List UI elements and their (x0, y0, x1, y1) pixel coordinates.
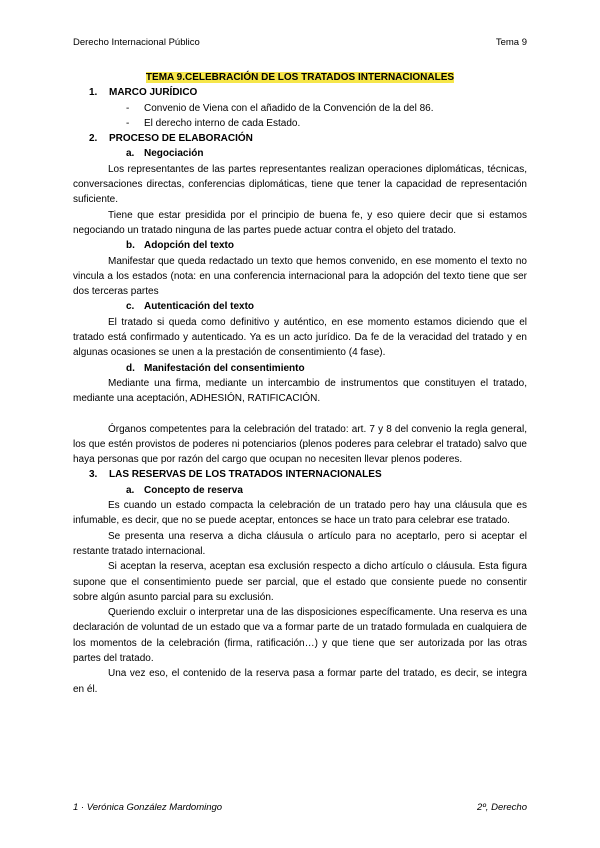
section-heading-proceso-elaboracion (73, 131, 527, 146)
section-heading-reservas (73, 467, 527, 482)
paragraph: Queriendo excluir o interpretar una de las disposiciones específicamente. Una reserva es una declaración de voluntad de un estado que va a formar parte de un tratado formulada en cualquiera de los momentos de la celebración (firma, ratificación…) y que tiene que ser autorizada por las otras partes del tratado. (73, 607, 527, 664)
subsection-title: Manifestación del consentimiento (144, 362, 305, 374)
subsection-title: Negociación (144, 148, 204, 160)
subsection-heading-autenticacion (73, 299, 527, 314)
paragraph: Manifestar que queda redactado un texto que hemos convenido, en ese momento el texto no vincula a los estados (nota: en una conferencia internacional para la adopción del texto tiene que ser dos terceras partes (73, 255, 527, 298)
section-number: 3. (89, 469, 98, 481)
blank-line (73, 407, 527, 422)
bullet-text: El derecho interno de cada Estado. (144, 117, 301, 129)
paragraph: Mediante una firma, mediante un intercambio de instrumentos que constituyen el tratado, mediante una aceptación, ADHESIÓN, RATIFICACIÓN. (73, 377, 527, 405)
bullet-text: Convenio de Viena con el añadido de la Convención de la del 86. (144, 102, 434, 114)
subsection-letter: b. (126, 240, 135, 252)
footer-left: 1 · Verónica González Mardomingo (73, 802, 223, 813)
subsection-letter: d. (126, 362, 135, 374)
paragraph: Si aceptan la reserva, aceptan esa exclusión respecto a dicho artículo o cláusula. Esta figura supone que el consentimiento puede ser parcial, que el estado que consiente puede no consentir sobre algún asunto parcial para su exclusión. (73, 561, 527, 603)
section-title: PROCESO DE ELABORACIÓN (109, 133, 253, 145)
paragraph: El tratado si queda como definitivo y auténtico, en ese momento estamos diciendo que el tratado está confirmado y autenticado. Ya es un acto jurídico. Da fe de la veracidad del tratado y en algunas ocasiones se unen a la prestación de consentimiento (4 fase). (73, 316, 527, 359)
bullet-dash: - (126, 102, 130, 114)
paragraph: Los representantes de las partes representantes realizan operaciones diplomáticas, técnicas, conversaciones directas, conferencias diplomáticas, tiene que tener la capacidad de representación suficiente. (73, 163, 527, 206)
section-heading-marco-juridico (73, 85, 527, 100)
subsection-title: Autenticación del texto (144, 301, 255, 313)
section-number: 2. (89, 133, 98, 145)
header-left: Derecho Internacional Público (73, 37, 200, 48)
subsection-letter: a. (126, 484, 135, 496)
paragraph: Se presenta una reserva a dicha cláusula o artículo para no aceptarlo, pero si aceptar el restante tratado internacional. (73, 530, 527, 557)
subsection-title: Adopción del texto (144, 240, 234, 252)
paragraph: Es cuando un estado compacta la celebración de un tratado pero hay una cláusula que es infumable, es decir, que no se puede aceptar, entonces se hace un trato para celebrar ese tratado. (73, 500, 527, 527)
bullet-item (73, 101, 527, 116)
subsection-letter: a. (126, 148, 135, 160)
subsection-heading-negociacion (73, 146, 527, 161)
section-title: MARCO JURÍDICO (109, 87, 198, 99)
subsection-heading-concepto-reserva (73, 483, 527, 498)
subsection-heading-consentimiento (73, 361, 527, 376)
paragraph: Una vez eso, el contenido de la reserva pasa a formar parte del tratado, es decir, se integra en él. (73, 668, 527, 695)
section-number: 1. (89, 87, 98, 99)
paragraph: Órganos competentes para la celebración del tratado: art. 7 y 8 del convenio la regla general, los que estén provistos de poderes ni potenciarios (plenos poderes para celebrar el tratado) salvo que haya personas que por razón del cargo que ocupan no necesiten llevar plenos poderes. (73, 423, 527, 466)
highlighted-title-text: TEMA 9.CELEBRACIÓN DE LOS TRATADOS INTERNACIONALES (145, 72, 455, 83)
bullet-item (73, 116, 527, 131)
header-right: Tema 9 (495, 37, 527, 48)
section-title: LAS RESERVAS DE LOS TRATADOS INTERNACIONALES (109, 469, 382, 481)
document-body (73, 70, 527, 697)
subsection-letter: c. (126, 301, 135, 313)
document-title (73, 70, 527, 85)
subsection-heading-adopcion (73, 238, 527, 253)
bullet-dash: - (126, 117, 130, 129)
subsection-title: Concepto de reserva (144, 484, 243, 496)
paragraph: Tiene que estar presidida por el principio de buena fe, y eso quiere decir que si estamos negociando un tratado ninguna de las partes puede actuar contra el objeto del tratado. (73, 209, 527, 236)
footer-right: 2º, Derecho (477, 802, 527, 813)
